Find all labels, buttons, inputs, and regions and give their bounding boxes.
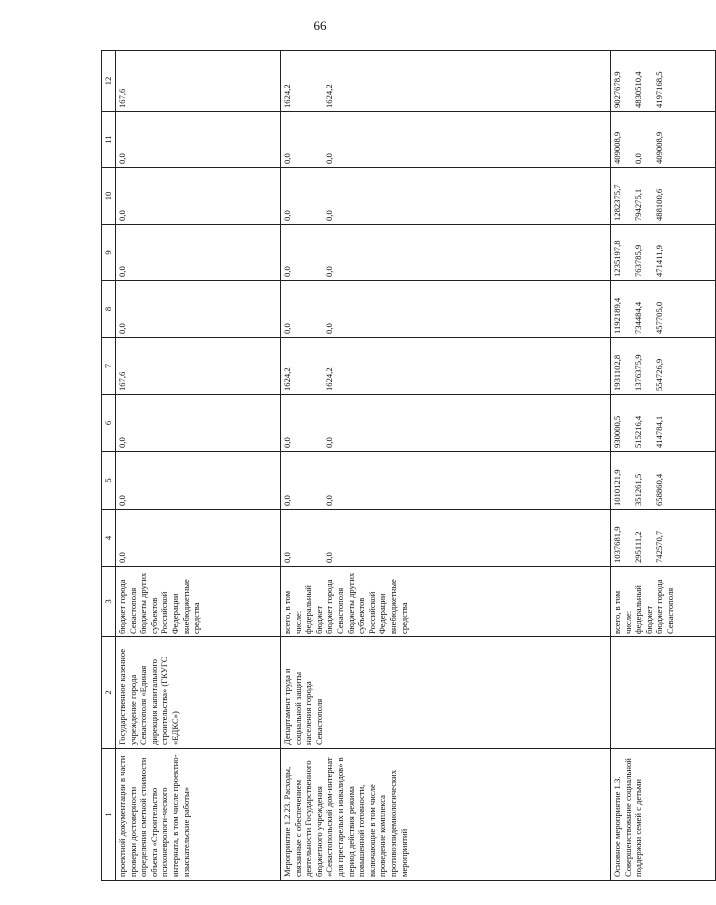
column-number: 3 bbox=[102, 567, 116, 637]
value: 167,6 bbox=[117, 371, 127, 391]
value: 295111,2 bbox=[633, 531, 643, 563]
value bbox=[303, 171, 324, 221]
value: 0,0 bbox=[282, 437, 292, 448]
value-cell bbox=[116, 281, 281, 338]
value bbox=[303, 284, 324, 334]
value: 0,0 bbox=[117, 323, 127, 334]
value-cell bbox=[281, 112, 611, 168]
value: 409008,9 bbox=[612, 131, 622, 164]
value: 471411,9 bbox=[654, 245, 664, 277]
value-cell bbox=[281, 338, 611, 395]
funding-source: бюджеты других субъектов Российской Федерации bbox=[345, 572, 388, 634]
value-cell bbox=[611, 225, 716, 281]
value: 794275,1 bbox=[633, 188, 643, 221]
activity-name-cell: Основное мероприятие 1.3. Совершенствование социальной поддержки семей с детьми bbox=[611, 749, 716, 881]
value-cell bbox=[116, 395, 281, 452]
column-number: 5 bbox=[102, 452, 116, 510]
value: 1282375,7 bbox=[612, 184, 622, 221]
value bbox=[387, 455, 408, 506]
funding-source-cell bbox=[281, 567, 611, 637]
value: 1192189,4 bbox=[612, 297, 622, 334]
value-cell bbox=[116, 510, 281, 567]
value-cell bbox=[281, 168, 611, 225]
value: 1624,2 bbox=[282, 367, 292, 391]
value bbox=[180, 341, 201, 391]
funding-source: федеральный бюджет bbox=[303, 585, 324, 634]
value bbox=[387, 513, 408, 563]
table-body bbox=[102, 51, 716, 881]
value: 488100,6 bbox=[654, 188, 664, 221]
funding-source: бюджет города Севастополя bbox=[117, 579, 138, 634]
value: 1010121,9 bbox=[612, 469, 622, 506]
value: 1376375,9 bbox=[633, 354, 643, 391]
value bbox=[345, 228, 387, 277]
value-cell bbox=[116, 112, 281, 168]
value: 0,0 bbox=[117, 552, 127, 563]
value: 457705,0 bbox=[654, 301, 664, 334]
value: 1624,2 bbox=[324, 367, 334, 391]
value: 1037681,9 bbox=[612, 526, 622, 563]
funding-source-cell bbox=[116, 567, 281, 637]
value: 515216,4 bbox=[633, 415, 643, 448]
value: 0,0 bbox=[282, 266, 292, 277]
value-cell bbox=[281, 452, 611, 510]
funding-source: всего, в том числе: bbox=[612, 590, 633, 634]
funding-source: бюджет города Севастополя bbox=[324, 579, 345, 634]
value: 0,0 bbox=[324, 552, 334, 563]
column-number: 10 bbox=[102, 168, 116, 225]
value: 1931102,8 bbox=[612, 354, 622, 391]
funding-source: внебюджетные средства bbox=[387, 579, 409, 634]
value bbox=[180, 54, 201, 108]
table-row bbox=[116, 51, 281, 881]
value bbox=[345, 171, 387, 221]
value-cell bbox=[116, 452, 281, 510]
column-number: 12 bbox=[102, 51, 116, 112]
value bbox=[387, 398, 408, 448]
value bbox=[303, 341, 324, 391]
value-cell bbox=[611, 395, 716, 452]
value: 742570,7 bbox=[654, 530, 664, 563]
value-cell bbox=[611, 452, 716, 510]
value bbox=[303, 54, 324, 108]
column-number: 6 bbox=[102, 395, 116, 452]
value bbox=[180, 455, 201, 506]
value: 351261,5 bbox=[633, 473, 643, 506]
value bbox=[138, 228, 180, 277]
value: 4830510,4 bbox=[633, 71, 643, 108]
column-number: 2 bbox=[102, 637, 116, 749]
value: 0,0 bbox=[117, 495, 127, 506]
value bbox=[387, 54, 408, 108]
value bbox=[303, 398, 324, 448]
column-number: 1 bbox=[102, 749, 116, 881]
value: 554726,9 bbox=[654, 358, 664, 391]
value bbox=[138, 398, 180, 448]
value: 0,0 bbox=[117, 437, 127, 448]
value: 0,0 bbox=[633, 153, 643, 164]
value: 0,0 bbox=[282, 210, 292, 221]
value bbox=[138, 54, 180, 108]
value bbox=[345, 115, 387, 164]
funding-source: внебюджетные средства bbox=[180, 579, 202, 634]
responsible-cell: Департамент труда и социальной защиты населения города Севастополя bbox=[281, 637, 611, 749]
value: 4197168,5 bbox=[654, 71, 664, 108]
value bbox=[138, 341, 180, 391]
value: 0,0 bbox=[282, 495, 292, 506]
table-row bbox=[611, 51, 716, 881]
rotated-table-wrapper bbox=[101, 51, 675, 881]
value-cell bbox=[281, 510, 611, 567]
value: 0,0 bbox=[282, 323, 292, 334]
value-cell bbox=[611, 510, 716, 567]
funding-source: бюджеты других субъектов Российской Федерации bbox=[138, 572, 180, 634]
value bbox=[345, 54, 387, 108]
value bbox=[180, 513, 201, 563]
value: 0,0 bbox=[117, 266, 127, 277]
funding-source: федеральный бюджет bbox=[633, 585, 654, 634]
value bbox=[180, 228, 201, 277]
value-cell bbox=[281, 281, 611, 338]
value bbox=[138, 455, 180, 506]
value: 0,0 bbox=[282, 153, 292, 164]
value bbox=[387, 341, 408, 391]
value bbox=[180, 284, 201, 334]
value bbox=[138, 171, 180, 221]
value-cell bbox=[116, 168, 281, 225]
value: 658860,4 bbox=[654, 473, 664, 506]
value: 930000,5 bbox=[612, 415, 622, 448]
value-cell bbox=[611, 168, 716, 225]
value bbox=[345, 455, 387, 506]
value-cell bbox=[116, 51, 281, 112]
value bbox=[345, 398, 387, 448]
value: 0,0 bbox=[324, 437, 334, 448]
value bbox=[345, 513, 387, 563]
value bbox=[138, 284, 180, 334]
value: 734484,4 bbox=[633, 301, 643, 334]
value: 1624,2 bbox=[324, 84, 334, 108]
value bbox=[387, 171, 408, 221]
value: 0,0 bbox=[282, 552, 292, 563]
value bbox=[345, 284, 387, 334]
value: 0,0 bbox=[324, 153, 334, 164]
value: 0,0 bbox=[324, 266, 334, 277]
value-cell bbox=[611, 51, 716, 112]
value: 409008,9 bbox=[654, 131, 664, 164]
value bbox=[345, 341, 387, 391]
activity-name-cell: проектной документации в части проверки достоверности определения сметной стоимости объекта «Строительство психоневрологи-ческого интерната, в том числе проектно-изыскательские работы» bbox=[116, 749, 281, 881]
page-number: 66 bbox=[313, 18, 327, 33]
column-number: 7 bbox=[102, 338, 116, 395]
funding-source: всего, в том числе: bbox=[282, 590, 303, 634]
value: 0,0 bbox=[117, 210, 127, 221]
column-number: 8 bbox=[102, 281, 116, 338]
value: 0,0 bbox=[324, 495, 334, 506]
value: 414784,1 bbox=[654, 415, 664, 448]
activity-name-cell: Мероприятие 1.2.23. Расходы, связанные с обеспечением деятельности Государственного бюджетного учреждения «Севастопольский дом-интернат для престарелых и инвалидов» в период действия режима повышенной готовности, включающие в том числе проведение комплекса противоэпидемиологических мероприятий bbox=[281, 749, 611, 881]
value bbox=[303, 228, 324, 277]
column-number: 11 bbox=[102, 112, 116, 168]
value: 763785,9 bbox=[633, 244, 643, 277]
budget-table bbox=[101, 50, 716, 881]
column-number-row bbox=[102, 51, 116, 881]
column-number: 9 bbox=[102, 225, 116, 281]
value bbox=[387, 115, 408, 164]
value: 0,0 bbox=[324, 323, 334, 334]
value: 9027678,9 bbox=[612, 71, 622, 108]
responsible-cell bbox=[611, 637, 716, 749]
value bbox=[180, 115, 201, 164]
value: 0,0 bbox=[324, 210, 334, 221]
value-cell bbox=[281, 395, 611, 452]
value-cell bbox=[611, 112, 716, 168]
value bbox=[303, 115, 324, 164]
value bbox=[180, 171, 201, 221]
value bbox=[138, 513, 180, 563]
value-cell bbox=[116, 225, 281, 281]
column-number: 4 bbox=[102, 510, 116, 567]
value-cell bbox=[611, 281, 716, 338]
value: 1235197,8 bbox=[612, 240, 622, 277]
table-row bbox=[281, 51, 611, 881]
funding-source: бюджет города Севастополя bbox=[654, 579, 675, 634]
value bbox=[387, 284, 408, 334]
value bbox=[387, 228, 408, 277]
value bbox=[303, 513, 324, 563]
value-cell bbox=[116, 338, 281, 395]
funding-source-cell bbox=[611, 567, 716, 637]
value bbox=[180, 398, 201, 448]
value: 167,6 bbox=[117, 88, 127, 108]
value-cell bbox=[611, 338, 716, 395]
value-cell bbox=[281, 51, 611, 112]
value bbox=[138, 115, 180, 164]
value: 1624,2 bbox=[282, 84, 292, 108]
value bbox=[303, 455, 324, 506]
value-cell bbox=[281, 225, 611, 281]
responsible-cell: Государственное казенное учреждение города Севастополя «Единая дирекция капитального строительства» (ГКУГС «ЕДКС») bbox=[116, 637, 281, 749]
value: 0,0 bbox=[117, 153, 127, 164]
